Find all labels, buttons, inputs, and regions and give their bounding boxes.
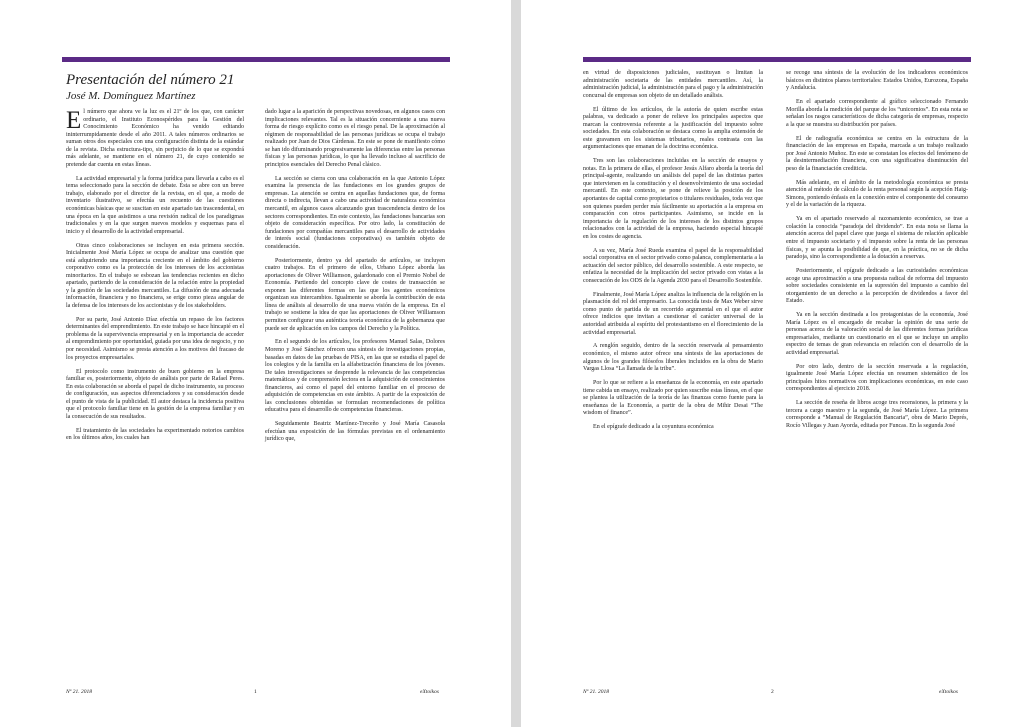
- page-2-column-2: [786, 70, 968, 690]
- page-number: 2: [771, 689, 774, 695]
- paragraph: El tratamiento de las sociedades ha experimentado notorios cambios en los últimos años, los cuales han: [66, 427, 244, 442]
- drop-cap: E: [66, 107, 82, 134]
- accent-bar: [62, 57, 450, 62]
- paragraph: La sección se cierra con una colaboración en la que Antonio López examina la presencia de las fundaciones en los grandes grupos de empresas. La atención se centra en aquellas fundaciones que, de forma directa o indirecta, llevan a cabo una actividad de naturaleza económica mercantil, en algunos casos alcanzando gran trascendencia dentro de los sectores correspondientes. En este contexto, las fundaciones bancarias son objeto de consideración específica. Por otro lado, la constitución de fundaciones por compañías mercantiles para el desarrollo de actividades de interés social (fundaciones corporativas) es también objeto de consideración.: [265, 175, 445, 250]
- paragraph: Tres son las colaboraciones incluidas en la sección de ensayos y notas. En la primera de ellas, el profesor Jesús Alfaro aborda la teoría del principal-agente, realizando un análisis del papel de las distintas partes que intervienen en la constitución y el desenvolvimiento de una sociedad mercantil. En este contexto, se pone de relieve la posición de los aportantes de capital como propietarios o titulares residuales, toda vez que son quienes pueden perder más fácilmente su aportación a la empresa en comparación con otros participantes. Asimismo, se incide en la importancia de la regulación de los intereses de los distintos grupos relacionados con la actividad de la empresa, haciendo especial hincapié en los costes de agencia.: [583, 158, 763, 240]
- article-title: Presentación del número 21: [66, 72, 235, 88]
- paragraph: En el apartado correspondiente al gráfico seleccionado Fernando Morilla aborda la medición del parque de los “unicornios”. En esta nota se señalan los rasgos característicos de dicha categoría de empresas, respecto a la que se muestra su distribución por países.: [786, 99, 968, 128]
- article-author: José M. Domínguez Martínez: [66, 90, 196, 102]
- footer-issue: Nº 21. 2018: [66, 689, 92, 695]
- accent-bar: [583, 57, 971, 62]
- page-2-column-1: [583, 70, 763, 690]
- paragraph: En el segundo de los artículos, los profesores Manuel Salas, Dolores Moreno y José Sánchez ofrecen una síntesis de investigaciones propias, basadas en datos de las pruebas de PISA, en las que se estudia el papel de los colegios y de la familia en la alfabetización financiera de los jóvenes. De tales investigaciones se desprende la relevancia de las competencias matemáticas y de comprensión lectora en la adquisición de conocimientos financieros, así como el papel del entorno familiar en el proceso de adquisición de competencias en este ámbito. A partir de la exposición de las conclusiones obtenidas se formulan recomendaciones de política educativa para el desarrollo de competencias financieras.: [265, 339, 445, 414]
- paragraph: Finalmente, José María López analiza la influencia de la religión en la plasmación del rol del empresario. La conocida tesis de Max Weber sirve como punto de partida de un recorrido argumental en el que el autor ofrece indicios que invitan a cuestionar el carácter universal de la autoridad atribuida al espíritu del protestantismo en el florecimiento de la actividad empresarial.: [583, 291, 763, 336]
- page-1: [0, 0, 511, 727]
- paragraph: se recoge una síntesis de la evolución de los indicadores económicos básicos en distintos planos territoriales: Estados Unidos, Eurozona, España y Andalucía.: [786, 70, 968, 92]
- paragraph: La sección de reseña de libros acoge tres recensiones, la primera y la tercera a cargo maestro y la segunda, de José María López. La primera corresponde a “Manual de Regulación Bancaria”, obra de Mario Deprés, Rocío Villegas y Juan Ayorda, editada por Funcas. En la segunda José: [786, 400, 968, 429]
- paragraph: En el epígrafe dedicado a la coyuntura económica: [593, 424, 714, 431]
- page-1-column-1: [66, 109, 244, 689]
- paragraph: en virtud de disposiciones judiciales, sustituyan o limitan la administración societaria de las entidades mercantiles. Así, la administración judicial, la administración para el pago y la administración concursal de empresas son objeto de un detallado análisis.: [583, 70, 763, 99]
- page-1-column-2: [265, 109, 445, 689]
- paragraph: Por lo que se refiere a la enseñanza de la economía, en este apartado tiene cabida un ensayo, realizado por quien suscribe estas líneas, en el que se plantea la utilización de la teoría de las finanzas como fuente para la enseñanza de la Economía, a partir de la obra de Mihir Desai “The wisdom of finance”.: [583, 380, 763, 417]
- paragraph: Ya en la sección destinada a los protagonistas de la economía, José María López es el encargado de recabar la opinión de una serie de personas acerca de la valoración social de las diferentes formas jurídicas empresariales, mediante un cuestionario en el que se incluye un amplio espectro de temas de gran relevancia en relación con el desarrollo de la actividad empresarial.: [786, 312, 968, 356]
- paragraph: Seguidamente Beatriz Martínez-Treceño y José María Casasola efectúan una exposición de las fórmulas previstas en el ordenamiento jurídico que,: [265, 421, 445, 443]
- paragraph: Por otro lado, dentro de la sección reservada a la regulación, igualmente José María López efectúa un resumen sistemático de los principales hitos normativos con implicaciones económicas, en este caso correspondientes al ejercicio 2018.: [786, 363, 968, 393]
- footer-journal: eXtoikos: [420, 689, 439, 695]
- paragraph: Posteriormente, el epígrafe dedicado a las curiosidades económicas acoge una aproximación a una propuesta radical de reforma del impuesto sobre sociedades consistente en la supresión del impuesto a cambio del otorgamiento de un derecho a la percepción de dividendos a favor del Estado.: [786, 267, 968, 305]
- paragraph: El de radiografía económica se centra en la estructura de la financiación de las empresas en España, marcada a un trabajo realizado por José Antonio Muñoz. En este se constatan los efectos del fenómeno de la desintermediación financiera, con una significativa disminución del peso de la financiación crediticia.: [786, 135, 968, 172]
- paragraph: Otras cinco colaboraciones se incluyen en esta primera sección. Inicialmente José María López se ocupa de analizar una cuestión que está adquiriendo una importancia creciente en el ámbito del gobierno corporativo como es la protección de los intereses de los accionistas minoritarios. En el trabajo se esbozan las tendencias recientes en dicho apartado, partiendo de la consideración de la relación entre la propiedad y la gestión de las sociedades mercantiles. La difusión de una adecuada información, financiera y no financiera, se erige como pieza angular de la defensa de los intereses de los accionistas y de los stakeholders.: [66, 242, 244, 309]
- paragraph: El número que ahora ve la luz es el 21º de los que, con carácter ordinario, el Instituto Econospérides para la Gestión del Conocimiento Económico ha venido editando ininterrumpidamente desde el año 2011. A tales números ordinarios se suman otros dos especiales con una configuración distinta de la estándar de la revista. Dicha estructura-tipo, sin perjuicio de lo que se expondrá más adelante, se mantiene en el número 21, de cuyo contenido se pretende dar cuenta en estas líneas.: [66, 107, 244, 168]
- footer-journal: eXtoikos: [939, 689, 958, 695]
- paragraph: A su vez, María José Rueda examina el papel de la responsabilidad social corporativa en el sector privado como palanca, complementaria a la actuación del sector público, del desarrollo sostenible. A este respecto, se enfatiza la necesidad de la implicación del sector privado con vistas a la consecución de los ODS de la Agenda 2030 para el Desarrollo Sostenible.: [583, 247, 763, 284]
- paragraph: Ya en el apartado reservado al razonamiento económico, se trae a colación la conocida “paradoja del dividendo”. En esta nota se llama la atención acerca del papel clave que juega el sistema de relación aplicable entre el impuesto societario y el impuesto sobre la renta de las personas físicas, y se apunta la posibilidad de que, en la práctica, no se de dicha paradoja, sino la correspondiente a la dotación a reservas.: [786, 216, 968, 261]
- paragraph: Posteriormente, dentro ya del apartado de artículos, se incluyen cuatro trabajos. En el primero de ellos, Urbano López aborda las aportaciones de Oliver Williamson, galardonado con el Premio Nobel de Economía. Partiendo del concepto clave de costes de transacción se exponen las diferentes formas en las que los agentes económicos organizan sus intercambios. Igualmente se aborda la contribución de esta línea de análisis al desarrollo de una nueva visión de la empresa. En el trabajo se sostiene la idea de que las aportaciones de Oliver Williamson permiten configurar una auténtica teoría económica de la gobernanza que puede ser de aplicación en los campos del Derecho y la Política.: [265, 257, 445, 332]
- page-2: [521, 0, 1032, 727]
- paragraph: Por su parte, José Antonio Díaz efectúa un repaso de los factores determinantes del emprendimiento. En este trabajo se hace hincapié en el problema de la supervivencia empresarial y en la importancia de acceder al emprendimiento por oportunidad, guiada por una idea de negocio, y no por necesidad. Asimismo se presta atención a los motivos del fracaso de los proyectos empresariales.: [66, 316, 244, 361]
- paragraph: El último de los artículos, de la autoría de quien escribe estas palabras, va dedicado a poner de relieve los principales aspectos que marcan la controversia referente a la justificación del impuesto sobre sociedades. En esta colaboración se destaca como la amplia extensión de este gravamen en los sistemas tributarios, reales contrasta con las argumentaciones que emanan de la doctrina económica.: [583, 106, 763, 151]
- paragraph: dado lugar a la aparición de perspectivas novedosas, en algunos casos con implicaciones relevantes. Tal es la situación concerniente a una nueva forma de riesgo explícito como es el riesgo penal. De la aproximación al régimen de responsabilidad de las personas jurídicas se ocupa el trabajo realizado por Juan de Dios Cárdenas. En este se pone de manifiesto cómo se han ido difuminando progresivamente las diferencias entre las personas físicas y las personas jurídicas, lo que ha llevado incluso al sacrificio de principios esenciales del Derecho Penal clásico.: [265, 109, 445, 168]
- paragraph: A renglón seguido, dentro de la sección reservada al pensamiento económico, el mismo autor ofrece una síntesis de las aportaciones de algunos de los grandes filósofos liberales incluidos en la obra de Mario Vargas Llosa “La llamada de la tribu”.: [583, 343, 763, 373]
- footer-issue: Nº 21. 2018: [583, 689, 609, 695]
- paragraph: El protocolo como instrumento de buen gobierno en la empresa familiar es, posteriormente, objeto de análisis por parte de Rafael Peres. En esta colaboración se aborda el papel de dicho instrumento, su proceso de configuración, sus aspectos diferenciadores y su consideración desde el punto de vista de la publicidad. El autor destaca la incidencia positiva que el protocolo familiar tiene en la gestión de la empresa familiar y en la consecución de sus resultados.: [66, 368, 244, 420]
- page-number: 1: [254, 689, 257, 695]
- paragraph: La actividad empresarial y la forma jurídica para llevarla a cabo es el tema seleccionado para la sección de debate. Ésta se abre con un breve trabajo, elaborado por el director de la revista, en el que, a modo de inventario ilustrativo, se efectúa un recuento de las cuestiones económicas básicas que se suscitan en este apartado tan trascendental, en una época en la que asistimos a una revisión radical de los paradigmas tradicionales y en la que surgen nuevos modelos y esquemas para el inicio y el desarrollo de la actividad empresarial.: [66, 175, 244, 235]
- paragraph: Más adelante, en el ámbito de la metodología económica se presta atención al método de cálculo de la renta personal según la acepción Haig-Simons, poniendo énfasis en la conexión entre el componente del consumo y el de la variación de la riqueza.: [786, 179, 968, 209]
